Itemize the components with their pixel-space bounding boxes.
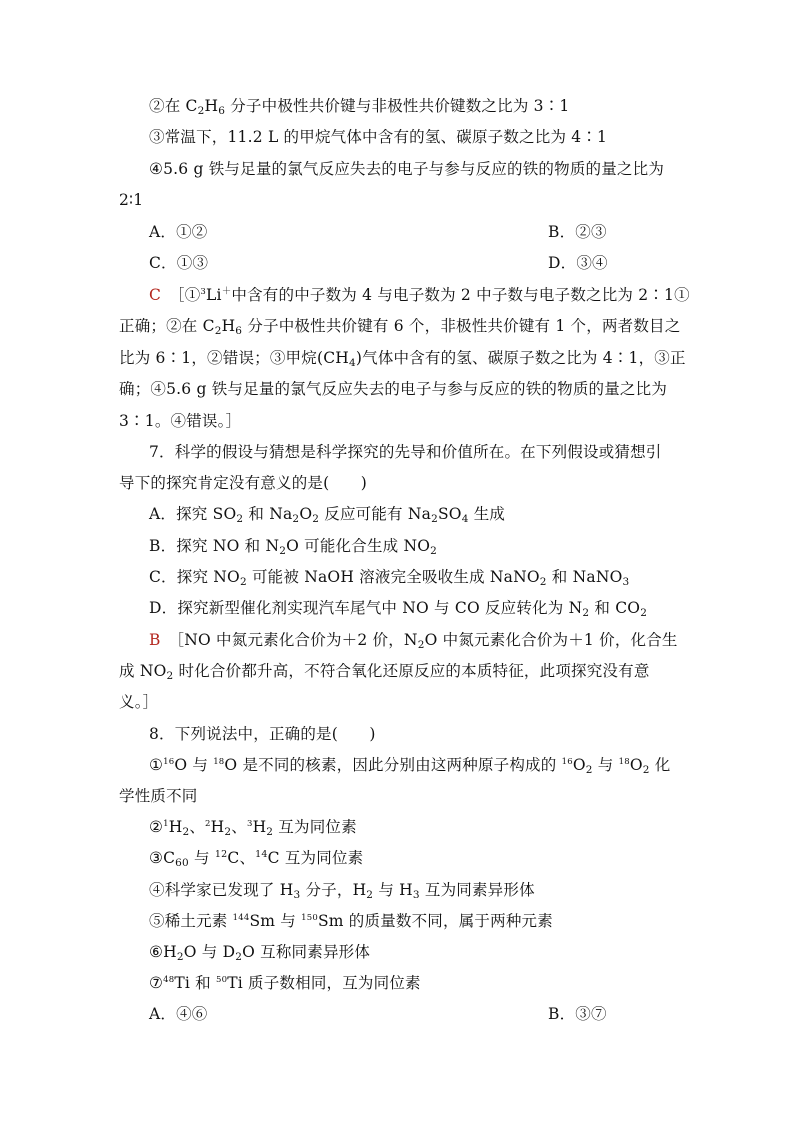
q8-statement-3 <box>149 847 363 869</box>
text: O <box>629 756 643 774</box>
isotope-number: 144 <box>232 913 250 923</box>
subscript: 3 <box>412 889 420 901</box>
isotope-number: 1 <box>163 819 169 829</box>
q7-explanation-line-2 <box>119 660 650 682</box>
q6-statement-3: ③常温下，11.2 L 的甲烷气体中含有的氢、碳原子数之比为 4∶1 <box>149 128 608 146</box>
subscript: 2 <box>214 325 222 337</box>
text: 与 <box>592 756 619 774</box>
text: ［NO 中氮元素化合价为＋2 价，N <box>176 631 418 649</box>
text: 反应可能有 Na <box>319 505 432 523</box>
subscript: 2 <box>176 951 184 963</box>
text: 可能被 NaOH 溶液完全吸收生成 NaNO <box>246 568 540 586</box>
q7-explanation-line-3: 义。］ <box>119 693 159 711</box>
text: H <box>221 317 236 335</box>
q6-explanation-line-2 <box>119 315 680 337</box>
subscript: 2 <box>431 513 438 525</box>
q6-option-c: C．①③ <box>149 254 209 272</box>
text: H <box>168 818 183 836</box>
q6-explanation-line-3 <box>119 347 686 369</box>
text: ［① <box>176 286 201 304</box>
text: 和 Na <box>243 505 293 523</box>
text: 与 H <box>373 881 413 899</box>
q6-option-d: D．③④ <box>548 254 608 272</box>
text: 分子，H <box>300 881 367 899</box>
text: 互为同素异形体 <box>419 881 535 899</box>
subscript: 2 <box>224 826 232 838</box>
subscript: 2 <box>585 764 593 776</box>
text: O 互称同素异形体 <box>242 943 371 961</box>
isotope-number: 48 <box>163 975 175 985</box>
text: O <box>299 505 313 523</box>
text: )气体中含有的氢、碳原子数之比为 4∶1，③正 <box>355 349 686 367</box>
q6-explanation-line-4: 确；④5.6 g 铁与足量的氯气反应失去的电子与参与反应的铁的物质的量之比为 <box>119 380 668 398</box>
subscript: 2 <box>292 513 300 525</box>
text: 生成 <box>468 505 506 523</box>
superscript: 14 <box>255 849 268 860</box>
isotope-number: 18 <box>618 757 630 767</box>
text: C、 <box>227 849 256 867</box>
subscript: 2 <box>539 576 547 588</box>
subscript: 2 <box>266 826 274 838</box>
q6-answer: C <box>149 286 162 304</box>
text: H <box>210 818 225 836</box>
text: Li <box>206 286 222 304</box>
text: Sm 的质量数不同，属于两种元素 <box>317 912 553 930</box>
subscript: 3 <box>293 889 301 901</box>
text: SO <box>437 505 462 523</box>
text: ① <box>149 756 164 774</box>
isotope-number: 150 <box>301 913 318 923</box>
text: Sm 与 <box>249 912 302 930</box>
text: 中含有的中子数为 4 与电子数为 2 中子数与电子数之比为 2∶1① <box>231 286 690 304</box>
text: 时化合价都升高，不符合氧化还原反应的本质特征，此项探究没有意 <box>173 662 650 680</box>
subscript: 6 <box>218 105 226 117</box>
subscript: 2 <box>236 513 244 525</box>
q8-options-row-1 <box>149 1003 607 1025</box>
text: 化 <box>649 756 671 774</box>
text: O 可能化合生成 NO <box>286 537 431 555</box>
text: ③C <box>149 849 176 867</box>
isotope-number: 16 <box>561 757 573 767</box>
q8-statement-5 <box>149 910 553 935</box>
isotope-number: 3 <box>246 819 253 829</box>
text: 、 <box>189 818 206 836</box>
q8-statement-7 <box>149 972 421 997</box>
subscript: 2 <box>430 545 438 557</box>
subscript: 60 <box>175 857 189 869</box>
text: Ti 和 <box>174 974 216 992</box>
superscript: ＋ <box>221 286 232 297</box>
q8-statement-4 <box>149 879 535 901</box>
q6-explanation-line-1 <box>149 284 690 309</box>
subscript: 2 <box>642 764 650 776</box>
subscript: 6 <box>235 325 243 337</box>
q7-option-d <box>149 597 647 619</box>
q6-option-a: A．①② <box>149 223 208 241</box>
text: ②在 C <box>149 97 198 115</box>
subscript: 2 <box>640 607 648 619</box>
subscript: 2 <box>312 513 320 525</box>
q8-statement-6 <box>149 941 370 963</box>
subscript: 4 <box>461 513 469 525</box>
text: 与 <box>188 849 215 867</box>
text: 分子中极性共价键有 6 个，非极性共价键有 1 个，两者数目之 <box>242 317 681 335</box>
q8-statement-1 <box>149 754 670 779</box>
subscript: 2 <box>279 545 287 557</box>
text: D．探究新型催化剂实现汽车尾气中 NO 与 CO 反应转化为 N <box>149 599 583 617</box>
q7-option-a <box>149 503 505 525</box>
subscript: 2 <box>366 889 374 901</box>
subscript: 2 <box>235 951 243 963</box>
q7-answer: B <box>149 631 161 649</box>
text: H <box>204 97 219 115</box>
q8-option-a: A．④⑥ <box>149 1005 208 1023</box>
isotope-number: 50 <box>215 975 228 985</box>
q7-stem-line-1: 7．科学的假设与猜想是科学探究的先导和价值所在。在下列假设或猜想引 <box>149 443 662 461</box>
q8-option-b: B．③⑦ <box>548 1005 607 1023</box>
text: O 与 D <box>183 943 236 961</box>
text: O 是不同的核素，因此分别由这两种原子构成的 <box>224 756 562 774</box>
q7-option-b <box>149 535 437 557</box>
text: O <box>572 756 586 774</box>
q7-option-c <box>149 566 629 588</box>
text: 和 NaNO <box>546 568 623 586</box>
text: 正确；②在 C <box>119 317 215 335</box>
subscript: 2 <box>582 607 590 619</box>
text: Ti 质子数相同，互为同位素 <box>227 974 421 992</box>
text: 互为同位素 <box>273 818 357 836</box>
text: H <box>252 818 267 836</box>
text: O 与 <box>174 756 214 774</box>
q6-statement-2 <box>149 95 569 117</box>
isotope-number: 3 <box>200 287 207 297</box>
q6-option-b: B．②③ <box>548 223 607 241</box>
subscript: 3 <box>622 576 630 588</box>
q6-statement-4-line-2: 2∶1 <box>119 191 144 209</box>
subscript: 2 <box>239 576 247 588</box>
subscript: 2 <box>417 639 425 651</box>
text: ⑥H <box>149 943 177 961</box>
text: ⑦ <box>149 974 164 992</box>
text: B．探究 NO 和 N <box>149 537 280 555</box>
q8-statement-1-line-2: 学性质不同 <box>119 787 198 805</box>
q8-statement-2 <box>149 816 357 841</box>
subscript: 2 <box>182 826 190 838</box>
text: A．探究 SO <box>149 505 237 523</box>
superscript: 12 <box>214 849 228 860</box>
text: 分子中极性共价键与非极性共价键数之比为 3∶1 <box>225 97 570 115</box>
q6-options-row-2 <box>149 252 608 274</box>
text: ② <box>149 818 164 836</box>
text: 和 CO <box>589 599 641 617</box>
isotope-number: 16 <box>163 757 175 767</box>
q6-options-row-1 <box>149 221 607 243</box>
subscript: 2 <box>166 670 174 682</box>
q7-explanation-line-1 <box>149 629 678 651</box>
text: O 中氮元素化合价为＋1 价，化合生 <box>424 631 678 649</box>
text: 成 NO <box>119 662 167 680</box>
isotope-number: 18 <box>213 757 225 767</box>
q8-stem: 8．下列说法中，正确的是( ) <box>149 725 376 743</box>
q6-statement-4-line-1: ④5.6 g 铁与足量的氯气反应失去的电子与参与反应的铁的物质的量之比为 <box>149 160 665 178</box>
text: ⑤稀土元素 <box>149 912 233 930</box>
text: C．探究 NO <box>149 568 240 586</box>
text: ④科学家已发现了 H <box>149 881 294 899</box>
isotope-number: 2 <box>205 819 211 829</box>
text: 比为 6∶1，②错误；③甲烷(CH <box>119 349 349 367</box>
text: C 互为同位素 <box>267 849 364 867</box>
subscript: 4 <box>348 357 356 369</box>
text: 、 <box>231 818 247 836</box>
q7-stem-line-2: 导下的探究肯定没有意义的是( ) <box>119 474 367 492</box>
q6-explanation-line-5: 3∶1。④错误。］ <box>119 412 242 430</box>
subscript: 2 <box>197 105 205 117</box>
